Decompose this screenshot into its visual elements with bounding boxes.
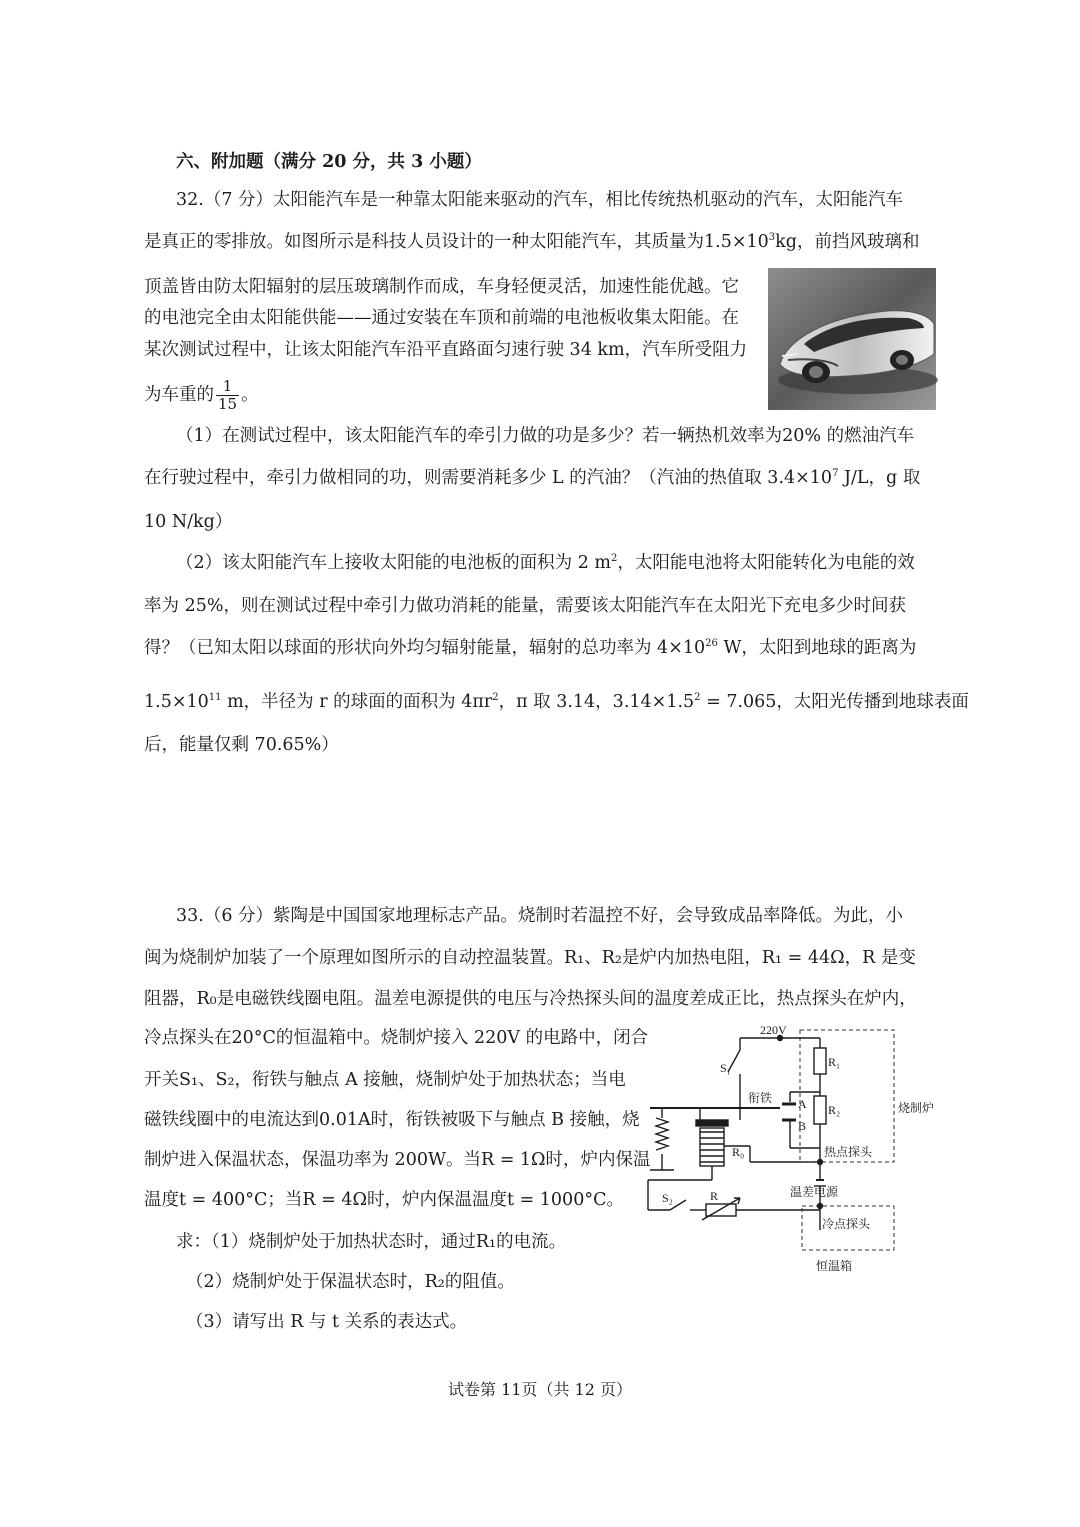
q33-line-1: 33.（6 分）紫陶是中国国家地理标志产品。烧制时若温控不好，会导致成品率降低。为此，小 — [176, 906, 904, 926]
r2-label: R₂ — [828, 1103, 841, 1117]
q33-ask-2: （2）烧制炉处于保温状态时，R₂的阻值。 — [186, 1272, 515, 1292]
pi-text: ，π 取 3.14，3.14×1.5 — [498, 692, 695, 712]
q32-part2-line-1 — [176, 551, 915, 575]
q33-line-2: 闽为烧制炉加装了一个原理如图所示的自动控温装置。R₁、R₂是炉内加热电阻，R₁ = 44Ω，R 是变 — [144, 948, 916, 968]
spring — [656, 1118, 668, 1150]
distance-text: 1.5×10 — [144, 692, 209, 712]
q33-line-3: 阻器，R₀是电磁铁线圈电阻。温差电源提供的电压与冷热探头间的温度差成正比，热点探头在炉内， — [144, 989, 917, 1009]
circuit-diagram — [640, 1020, 935, 1280]
q32-part1-line-1: （1）在测试过程中，该太阳能汽车的牵引力做的功是多少？若一辆热机效率为20% 的燃油汽车 — [176, 426, 915, 446]
q32-line-5: 某次测试过程中，让该太阳能汽车沿平直路面匀速行驶 34 km，汽车所受阻力 — [144, 340, 748, 360]
fraction-denominator: 15 — [218, 395, 238, 413]
q32-part1-line-2-text: 在行驶过程中，牵引力做相同的功，则需要消耗多少 L 的汽油？（汽油的热值取 3.4×10 — [144, 468, 833, 488]
q33-line-7: 制炉进入保温状态，保温功率为 200W。当R = 1Ω时，炉内保温 — [144, 1150, 651, 1170]
s2-label: S₂ — [662, 1191, 673, 1205]
contact-b-label: B — [798, 1119, 807, 1133]
fraction-numerator: 1 — [216, 378, 239, 396]
q33-line-6: 磁铁线圈中的电流达到0.01A时，衔铁被吸下与触点 B 接触，烧 — [144, 1110, 640, 1130]
q32-line-6-end: 。 — [241, 385, 259, 405]
r0-label: R₀ — [732, 1145, 745, 1159]
q32-line-6 — [144, 378, 259, 413]
q32-part1-line-2 — [144, 466, 920, 490]
q32-part2-line-3-text: 得？（已知太阳以球面的形状向外均匀辐射能量，辐射的总功率为 4×10 — [144, 638, 706, 658]
q32-line-3: 顶盖皆由防太阳辐射的层压玻璃制作而成，车身轻便灵活，加速性能优越。它 — [144, 277, 739, 297]
q32-part2-line-5: 后，能量仅剩 70.65%） — [144, 735, 339, 755]
area-exponent: 2 — [611, 553, 618, 565]
q32-part2-line-4 — [144, 690, 969, 714]
thermostat-label: 恒温箱 — [816, 1259, 853, 1273]
s1-label: S₁ — [720, 1061, 731, 1075]
hot-probe-label: 热点探头 — [824, 1145, 873, 1159]
solar-car-photo — [768, 268, 936, 410]
section-title: 六、附加题（满分 20 分，共 3 小题） — [176, 152, 482, 172]
q32-part2-line-4-tail: = 7.065，太阳光传播到地球表面 — [700, 692, 969, 712]
q33-ask-1: 求：（1）烧制炉处于加热状态时，通过R₁的电流。 — [176, 1232, 567, 1252]
contact-a-label: A — [798, 1097, 807, 1111]
radius-exponent: 2 — [492, 692, 499, 704]
sphere-text: m，半径为 r 的球面的面积为 4πr — [221, 692, 493, 712]
r1-resistor — [814, 1048, 826, 1074]
armature-label: 衔铁 — [748, 1091, 773, 1105]
fraction-one-fifteenth — [216, 378, 239, 413]
q32-line-2 — [144, 230, 919, 254]
page-footer: 试卷第 11页（共 12 页） — [448, 1380, 632, 1399]
q32-part2-line-1-text: （2）该太阳能汽车上接收太阳能的电池板的面积为 2 m — [176, 553, 611, 573]
q32-line-2-tail: kg，前挡风玻璃和 — [775, 232, 920, 252]
q33-line-8: 温度t = 400°C；当R = 4Ω时，炉内保温温度t = 1000°C。 — [144, 1190, 624, 1210]
r1-label: R₁ — [828, 1055, 841, 1069]
q32-part1-line-3: 10 N/kg） — [144, 512, 233, 532]
r-label: R — [710, 1189, 719, 1203]
q33-line-4: 冷点探头在20°C的恒温箱中。烧制炉接入 220V 的电路中，闭合 — [144, 1028, 649, 1048]
q32-part2-line-2: 率为 25%，则在测试过程中牵引力做功消耗的能量，需要该太阳能汽车在太阳光下充电多少时间获 — [144, 596, 906, 616]
fuel-exponent: 7 — [832, 468, 839, 480]
variable-resistor — [706, 1204, 736, 1216]
square-exponent: 2 — [694, 692, 701, 704]
q32-line-6-text: 为车重的 — [144, 385, 214, 405]
q32-line-2-text: 是真正的零排放。如图所示是科技人员设计的一种太阳能汽车，其质量为1.5×10 — [144, 232, 769, 252]
q32-line-1: 32.（7 分）太阳能汽车是一种靠太阳能来驱动的汽车，相比传统热机驱动的汽车，太阳能汽车 — [176, 190, 904, 210]
voltage-label: 220V — [760, 1023, 787, 1037]
power-exponent: 26 — [705, 638, 718, 650]
q32-part1-line-2-tail: J/L，g 取 — [838, 468, 921, 488]
q33-line-5: 开关S₁、S₂，衔铁与触点 A 接触，烧制炉处于加热状态；当电 — [144, 1070, 626, 1090]
q32-part2-line-1-tail: ，太阳能电池将太阳能转化为电能的效 — [617, 553, 915, 573]
q32-part2-line-3-tail: W，太阳到地球的距离为 — [717, 638, 917, 658]
furnace-label: 烧制炉 — [898, 1101, 935, 1115]
q32-line-4: 的电池完全由太阳能供能——通过安装在车顶和前端的电池板收集太阳能。在 — [144, 308, 739, 328]
distance-exponent: 11 — [208, 692, 222, 704]
q32-mass-exponent: 3 — [768, 232, 776, 244]
r2-resistor — [814, 1096, 826, 1124]
q32-part2-line-3 — [144, 636, 916, 660]
electromagnet-coil — [700, 1128, 724, 1166]
cold-probe-label: 冷点探头 — [822, 1217, 871, 1231]
temp-source-label: 温差电源 — [790, 1185, 839, 1199]
q33-ask-3: （3）请写出 R 与 t 关系的表达式。 — [186, 1312, 468, 1332]
